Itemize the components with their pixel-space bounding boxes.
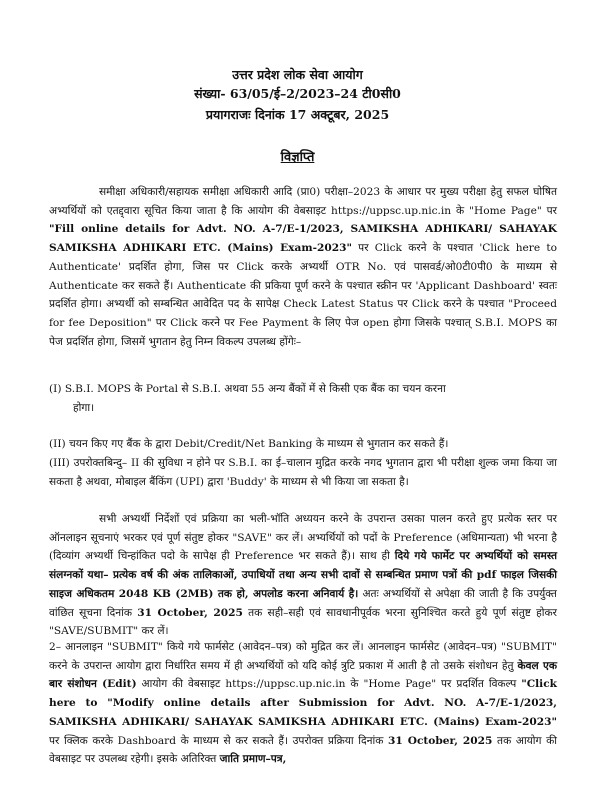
- paragraph-2: सभी अभ्यर्थी निर्देशों एवं प्रक्रिया का भली-भॉति अध्ययन करने के उपरान्त उसका पालन करते हुए प्रत्येक स्तर पर ऑनलाइन सूचनाएं भरकर एवं पूर्ण संतुष्ट होकर "SAVE" कर लें। अभ्यर्थियों को पदों के Preference (अधिमान्यता) भी भरना है (दिव्यांग अभ्यर्थी चिन्हांकित पदो के सापेक्ष ही Preference भर सकते हैं)। साथ ही दिये गये फार्मेट पर अभ्यर्थियों को समस्त संलग्नकों यथा– प्रत्येक वर्ष की अंक तालिकाओं, उपाधियों तथा अन्य सभी दावों से सम्बन्धित प्रमाण पत्रों की pdf फाइल जिसकी साइज अधिकतम 2048 KB (2MB) तक हो, अपलोड करना अनिवार्य है। अतः अभ्यर्थियों से अपेक्षा की जाती है कि उपर्युक्त वांछित सूचना दिनांक 31 October, 2025 तक सही–सही एवं सावधानीपूर्वक भरना सुनिश्चित करते हुये पूर्ण संतुष्ट होकर "SAVE/SUBMIT" कर लें।: [49, 513, 557, 638]
- reference-number: संख्या- 63/05/ई–2/2023–24 टी0सी0: [194, 86, 401, 101]
- organization-name: उत्तर प्रदेश लोक सेवा आयोग: [232, 67, 363, 82]
- paragraph-3: 2– आनलाइन "SUBMIT" किये गये फार्मसेट (आवेदन–पत्र) को मुद्रित कर लें। आनलाइन फार्मसेट (आवेदन–पत्र) "SUBMIT" करने के उपरान्त आयोग द्वारा निर्धारित समय में ही अभ्यर्थियों को यदि कोई त्रुटि प्रकाश में आती है तो उसके संशोधन हेतु केवल एक बार संशोधन (Edit) आयोग की वेबसाइट https://uppsc.up.nic.in के "Home Page" पर प्रदर्शित विकल्प "Click here to "Modify online details after Submission for Advt. NO. A-7/E-1/2023, SAMIKSHA ADHIKARI/ SAHAYAK SAMIKSHA ADHIKARI ETC. (Mains) Exam-2023" पर क्लिक करके Dashboard के माध्यम से कर सकते हैं। उपरोक्त प्रक्रिया दिनांक 31 October, 2025 तक आयोग की वेबसाइट पर उपलब्ध रहेगी। इसके अतिरिक्त जाति प्रमाण–पत्र,: [49, 641, 558, 766]
- notice-title: विज्ञप्ति: [280, 150, 315, 165]
- option-3: (III) उपरोक्तबिन्दु– II की सुविधा न होने पर S.B.I. का ई–चालान मुद्रित करके नगद भुगतान द्वारा भी परीक्षा शुल्क जमा किया जा सकता है अथवा, मोबाइल बैंकिंग (UPI) द्वारा 'Buddy' के माध्यम से भी किया जा सकता है।: [49, 457, 557, 488]
- option-1: (I) S.B.I. MOPS के Portal से S.B.I. अथवा 55 अन्य बैंकों में से किसी एक बैंक का चयन करना होगा।: [49, 383, 446, 414]
- option-2: (II) चयन किए गए बैंक के द्वारा Debit/Credit/Net Banking के माध्यम से भुगतान कर सकते हैं।: [49, 438, 449, 450]
- place-date: प्रयागराजः दिनांक 17 अक्टूबर, 2025: [205, 107, 390, 122]
- paragraph-1: समीक्षा अधिकारी/सहायक समीक्षा अधिकारी आदि (प्रा0) परीक्षा–2023 के आधार पर मुख्य परीक्षा हेतु सफल घोषित अभ्यर्थियों को एतद्द्वारा सूचित किया जाता है कि आयोग की वेबसाइट https://uppsc.up.nic.in के "Home Page" पर "Fill online details for Advt. NO. A-7/E-1/2023, SAMIKSHA ADHIKARI/ SAHAYAK SAMIKSHA ADHIKARI ETC. (Mains) Exam-2023" पर Click करने के पश्चात 'Click here to Authenticate' प्रदर्शित होगा, जिस पर Click करके अभ्यर्थी OTR No. एवं पासवर्ड/ओ0टी0पी0 के माध्यम से Authenticate कर सकते हैं। Authenticate की प्रकिया पूर्ण करने के पश्चात स्क्रीन पर 'Applicant Dashboard' स्वतः प्रदर्शित होगा। अभ्यर्थी को सम्बन्धित आवेदित पद के सापेक्ष Check Latest Status पर Click करने के पश्चात "Proceed for fee Deposition" पर Click करने पर Fee Payment के लिए पेज open होगा जिसके पश्चात् S.B.I. MOPS का पेज प्रदर्शित होगा, जिसमें भुगतान हेतु निम्न विकल्प उपलब्ध होंगेः–: [49, 186, 557, 348]
